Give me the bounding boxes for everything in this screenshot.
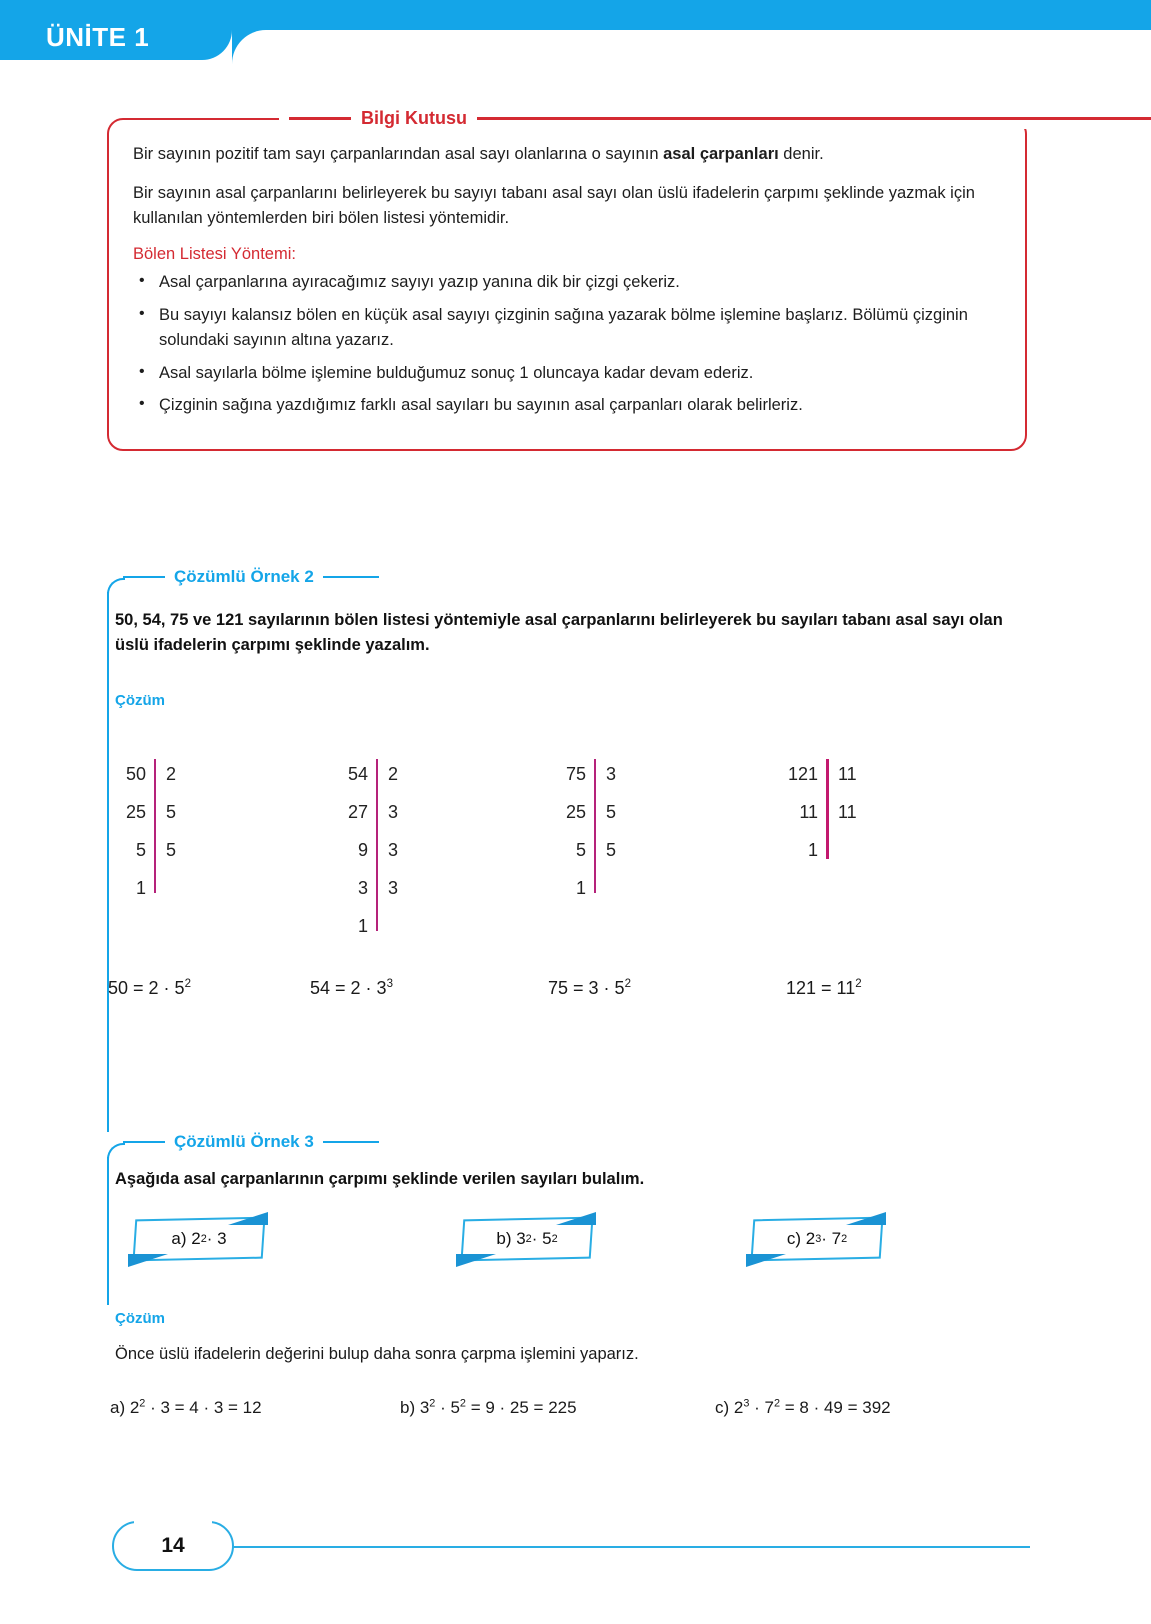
answer-exponent-2: 2	[773, 1397, 781, 1410]
example-3-rule-left	[123, 1141, 165, 1143]
result-lhs: 75 = 3 · 5	[548, 978, 625, 998]
answer-part-2: · 5	[435, 1398, 460, 1417]
division-dividend: 54	[347, 764, 368, 784]
division-dividend: 1	[575, 878, 586, 898]
choice-part-1: a) 2	[171, 1229, 201, 1248]
choice-label: a) 2 2 · 3	[171, 1229, 227, 1248]
choice-box-a[interactable]	[134, 1218, 264, 1260]
division-divisor: 3	[388, 878, 399, 898]
division-dividend: 121	[787, 764, 818, 784]
example-2-rule-right	[323, 576, 379, 578]
info-para1-part-a: Bir sayının pozitif tam sayı çarpanlarından asal sayı olanlarına o sayının	[133, 145, 664, 163]
division-dividend: 3	[357, 878, 368, 898]
example-3-header	[123, 1132, 379, 1152]
example-2-solution-label: Çözüm	[115, 692, 165, 709]
division-dividend: 1	[135, 878, 146, 898]
answer-exponent-1: 2	[139, 1397, 146, 1410]
division-dividend: 9	[357, 840, 368, 860]
example-2-results	[108, 978, 1028, 1014]
choice-part-1: b) 3	[496, 1229, 526, 1248]
division-divisor: 2	[388, 764, 399, 784]
answer-part-3: = 8 · 49 = 392	[780, 1398, 891, 1417]
division-bar	[826, 759, 829, 859]
division-dividend: 5	[575, 840, 586, 860]
answer-part-2: · 7	[749, 1398, 774, 1417]
division-divisor: 11	[838, 802, 857, 822]
choice-part-2: · 7	[821, 1229, 842, 1248]
division-bar	[154, 759, 156, 893]
choice-box-b[interactable]	[462, 1218, 592, 1260]
division-dividend: 27	[347, 802, 368, 822]
division-dividend: 25	[125, 802, 146, 822]
info-box-body	[109, 120, 1025, 426]
result-exponent: 3	[386, 978, 393, 990]
division-dividend: 11	[799, 802, 818, 822]
list-item: • Asal sayılarla bölme işlemine bulduğumuz sonuç 1 oluncaya kadar devam ederiz.	[133, 361, 1001, 387]
answer-a	[110, 1398, 262, 1418]
answer-part-1: c) 2	[715, 1398, 744, 1417]
answer-b	[400, 1398, 577, 1418]
info-para1-part-b: denir.	[778, 145, 824, 163]
info-box-title: Bilgi Kutusu	[361, 108, 467, 128]
division-divisor: 3	[606, 764, 617, 784]
method-bullet-list	[133, 270, 1001, 419]
list-item: • Bu sayıyı kalansız bölen en küçük asal sayıyı çizginin sağına yazarak bölme işlemine başlarız. Bölümü çizginin solundaki sayının altına yazarız.	[133, 303, 1001, 354]
example-2-prompt: 50, 54, 75 ve 121 sayılarının bölen listesi yöntemiyle asal çarpanlarını belirleyerek bu sayıları tabanı asal sayı olan üslü ifadelerin çarpımı şeklinde yazalım.	[115, 611, 1003, 654]
choice-box-c[interactable]	[752, 1218, 882, 1260]
division-dividend: 5	[135, 840, 146, 860]
footer-rule	[230, 1546, 1030, 1548]
answer-part-3: = 9 · 25 = 225	[465, 1398, 577, 1417]
list-item: • Çizginin sağına yazdığımız farklı asal sayıları bu sayının asal çarpanları olarak belirleriz.	[133, 393, 1001, 419]
info-paragraph-2: Bir sayının asal çarpanlarını belirleyerek bu sayıyı tabanı asal sayı olan üslü ifadelerin çarpımı şeklinde yazmak için kullanılan yöntemlerden biri bölen listesi yöntemidir.	[133, 184, 975, 228]
answer-exponent-1: 3	[743, 1397, 750, 1410]
example-2-header	[123, 567, 379, 587]
division-divisor: 11	[838, 764, 857, 784]
header-notch	[232, 30, 266, 64]
result-equation-121	[786, 978, 862, 999]
result-lhs: 121 = 11	[786, 978, 856, 998]
result-lhs: 54 = 2 · 3	[310, 978, 387, 998]
division-dividend: 50	[125, 764, 146, 784]
example-2-title: Çözümlü Örnek 2	[174, 567, 314, 586]
page-number: 14	[161, 1534, 185, 1557]
result-lhs: 50 = 2 · 5	[108, 978, 185, 998]
division-divisor: 5	[166, 802, 177, 822]
choice-part-2: · 3	[206, 1229, 227, 1248]
info-box-title-wrap	[279, 108, 1151, 129]
division-dividend: 1	[357, 916, 368, 936]
division-dividend: 75	[565, 764, 586, 784]
example-3-rule-right	[323, 1141, 379, 1143]
division-divisor: 2	[166, 764, 177, 784]
info-paragraph-1	[133, 142, 1001, 167]
answer-part-1: a) 2	[110, 1398, 140, 1417]
example-3-rail	[107, 1157, 109, 1305]
division-dividend: 1	[807, 840, 818, 860]
choice-label: c) 2 3 · 7 2	[786, 1229, 848, 1248]
info-box	[107, 108, 1027, 451]
choice-label: b) 3 2 · 5 2	[496, 1229, 558, 1248]
division-dividend: 25	[565, 802, 586, 822]
choice-part-2: · 5	[531, 1229, 552, 1248]
division-divisor: 3	[388, 802, 399, 822]
example-3-solution-label: Çözüm	[115, 1310, 165, 1327]
example-3-prompt: Aşağıda asal çarpanlarının çarpımı şeklinde verilen sayıları bulalım.	[115, 1170, 645, 1188]
answer-c	[715, 1398, 891, 1418]
example-3-solution-intro: Önce üslü ifadelerin değerini bulup daha sonra çarpma işlemini yaparız.	[115, 1345, 639, 1363]
unit-label: ÜNİTE 1	[46, 22, 150, 52]
division-divisor: 5	[606, 802, 617, 822]
division-divisor: 3	[388, 840, 399, 860]
division-tables	[108, 755, 1028, 945]
choice-part-1: c) 2	[786, 1229, 816, 1248]
result-exponent: 2	[855, 978, 862, 990]
info-para1-bold: asal çarpanları	[663, 145, 779, 163]
division-divisor: 5	[606, 840, 617, 860]
title-rule-left	[289, 117, 351, 119]
list-item: • Asal çarpanlarına ayıracağımız sayıyı yazıp yanına dik bir çizgi çekeriz.	[133, 270, 1001, 296]
answer-part-2: · 3 = 4 · 3 = 12	[145, 1398, 262, 1417]
result-equation-50	[108, 978, 191, 999]
method-heading: Bölen Listesi Yöntemi:	[133, 245, 296, 264]
answer-exponent-1: 2	[429, 1397, 436, 1410]
division-bar	[376, 759, 378, 931]
division-bar	[594, 759, 596, 893]
result-exponent: 2	[624, 978, 631, 990]
result-equation-75	[548, 978, 631, 999]
title-rule-right	[477, 117, 1151, 119]
division-divisor: 5	[166, 840, 177, 860]
example-3-title: Çözümlü Örnek 3	[174, 1132, 314, 1151]
answer-exponent-2: 2	[459, 1397, 466, 1410]
result-exponent: 2	[184, 978, 191, 990]
result-equation-54	[310, 978, 393, 999]
answer-part-1: b) 3	[400, 1398, 430, 1417]
example-2-rule-left	[123, 576, 165, 578]
